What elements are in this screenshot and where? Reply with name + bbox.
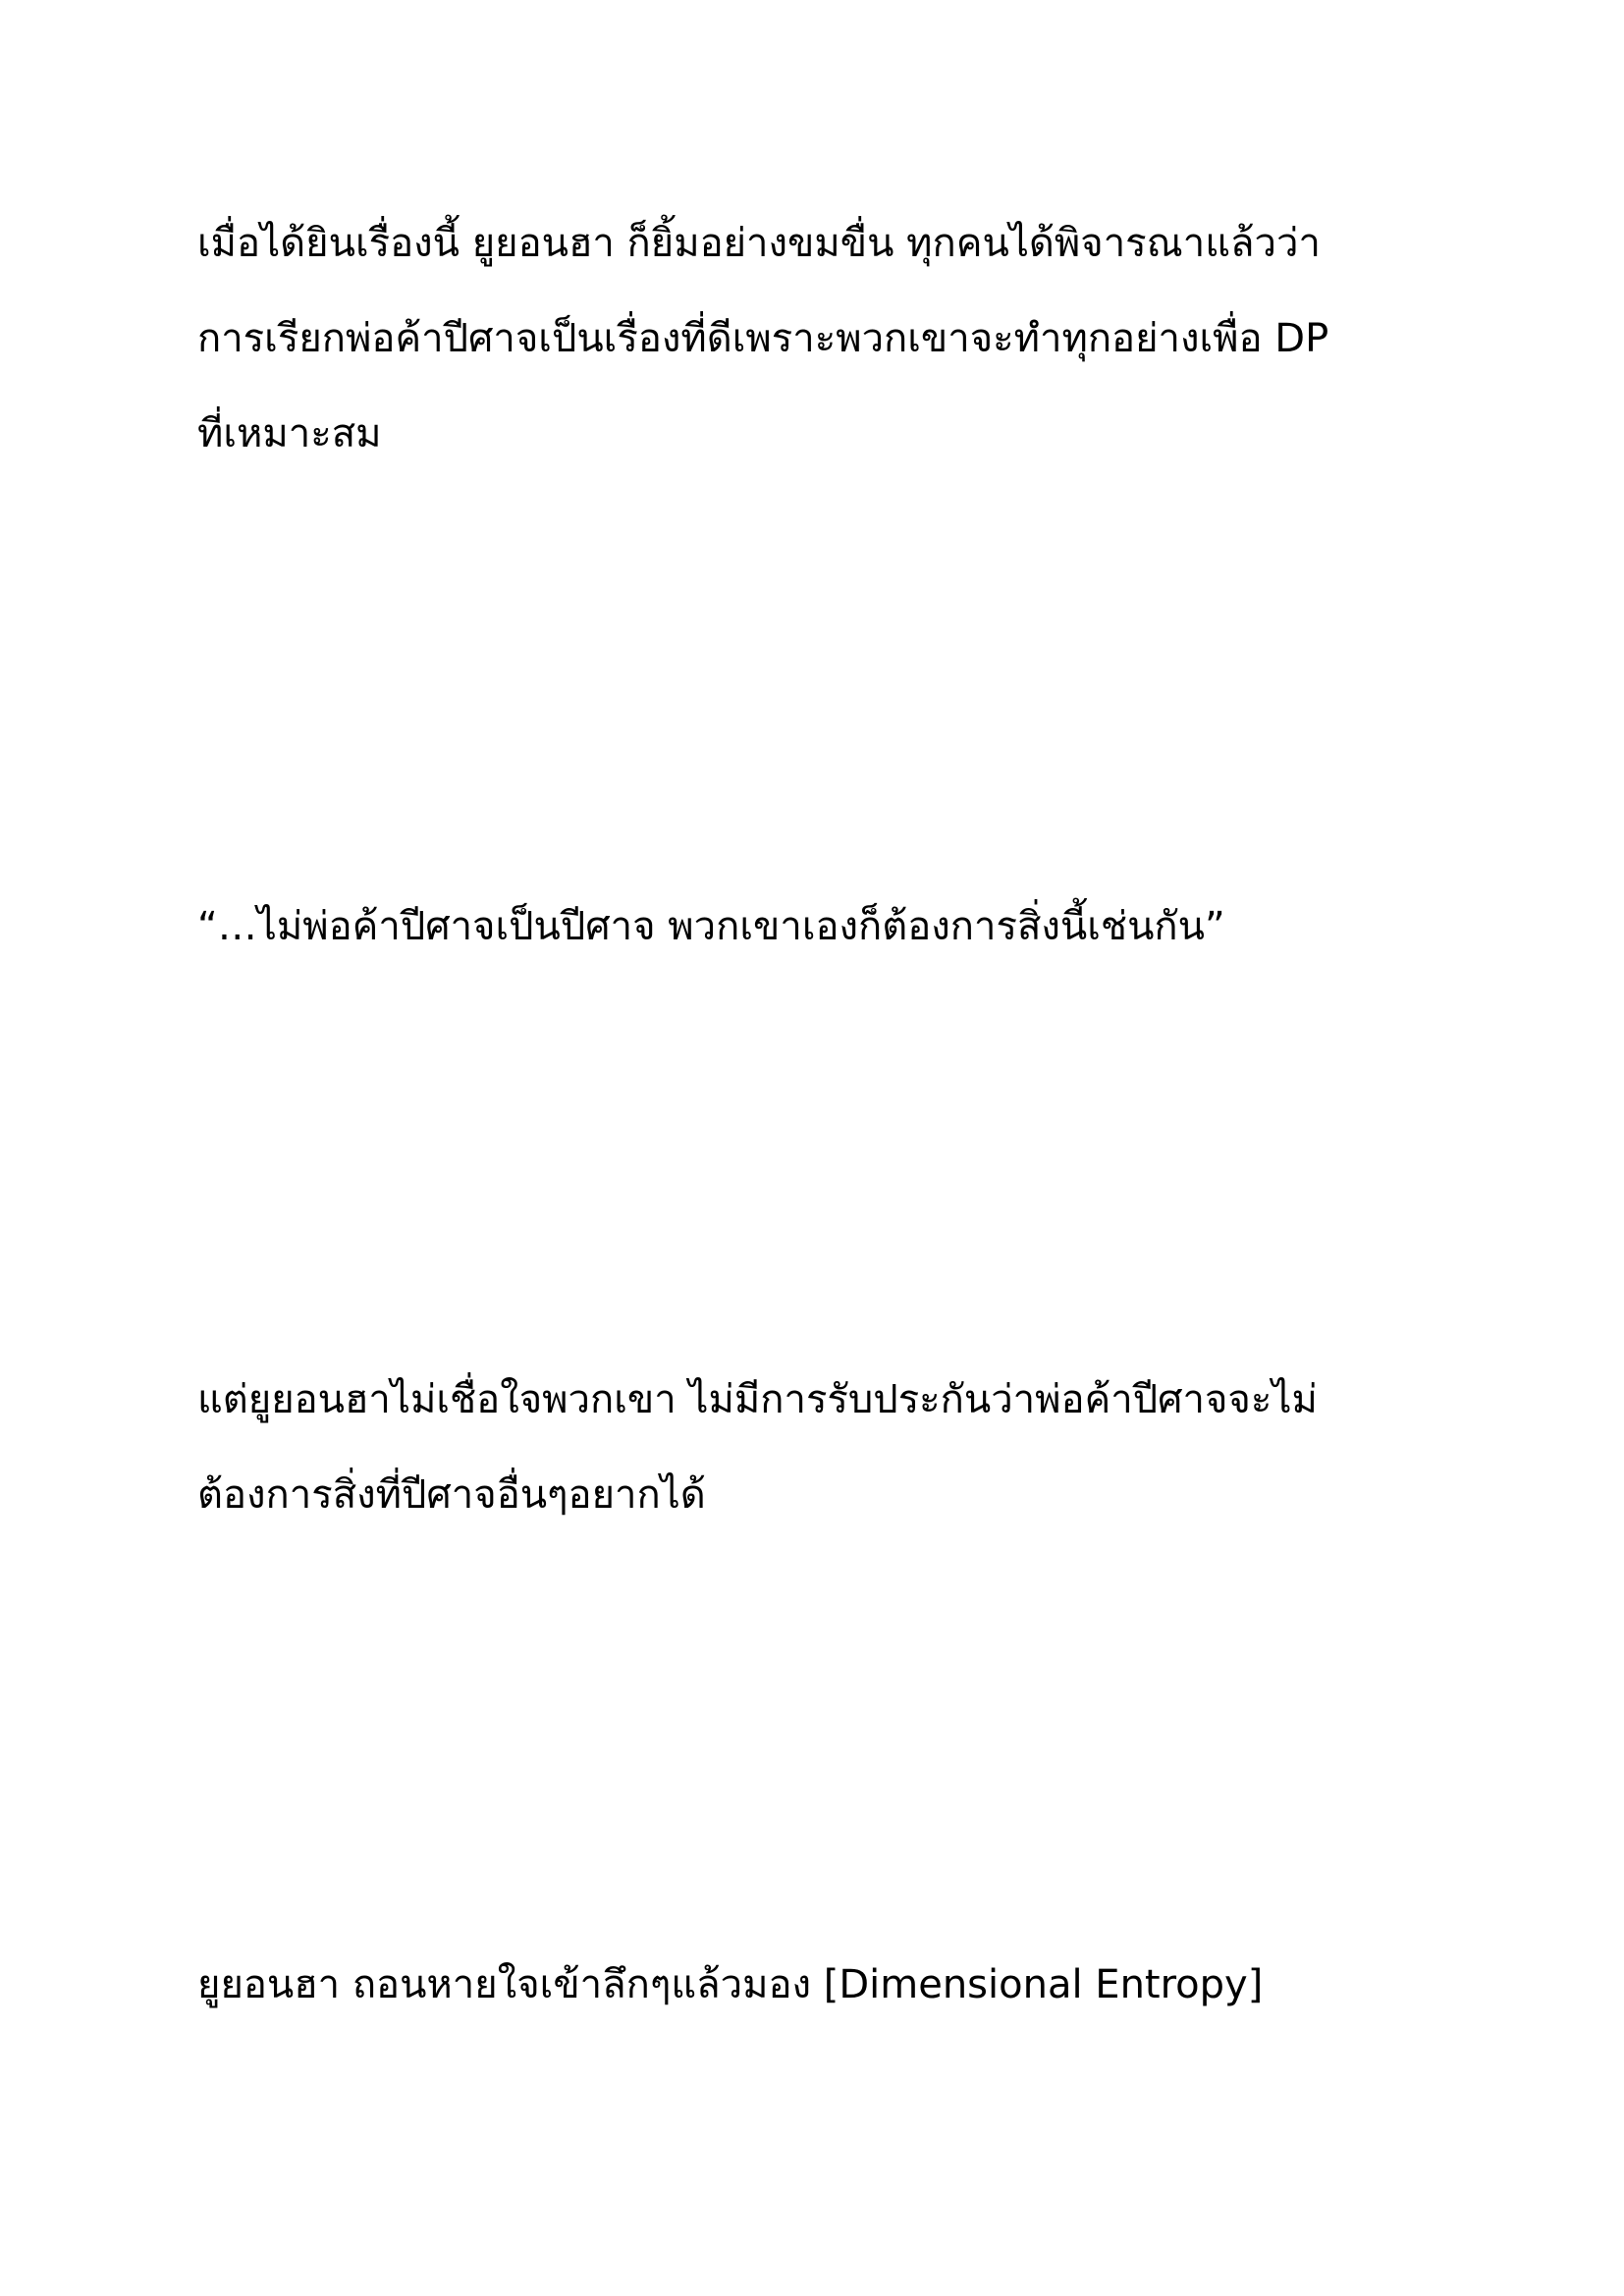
paragraph-line: ยูยอนฮา ถอนหายใจเข้าลึกๆแล้วมอง [Dimensional Entropy]: [197, 1962, 1264, 2007]
paragraph-4: [197, 1938, 1435, 2033]
paragraph-line: “…ไม่พ่อค้าปีศาจเป็นปีศาจ พวกเขาเองก็ต้องการสิ่งนี้เช่นกัน”: [197, 904, 1225, 949]
paragraph-line: การเรียกพ่อค้าปีศาจเป็นเรื่องที่ดีเพราะพวกเขาจะทำทุกอย่างเพื่อ DP: [197, 316, 1329, 361]
paragraph-line: ที่เหมาะสม: [197, 411, 382, 456]
paragraph-line: แต่ยูยอนฮาไม่เชื่อใจพวกเขา ไม่มีการรับประกันว่าพ่อค้าปีศาจจะไม่: [197, 1377, 1318, 1422]
paragraph-2: [197, 880, 1435, 975]
paragraph-3: [197, 1353, 1435, 1543]
paragraph-1: [197, 196, 1435, 482]
paragraph-line: ต้องการสิ่งที่ปีศาจอื่นๆอยากได้: [197, 1472, 706, 1518]
paragraph-line: เมื่อได้ยินเรื่องนี้ ยูยอนฮา ก็ยิ้มอย่างขมขื่น ทุกคนได้พิจารณาแล้วว่า: [197, 221, 1321, 266]
